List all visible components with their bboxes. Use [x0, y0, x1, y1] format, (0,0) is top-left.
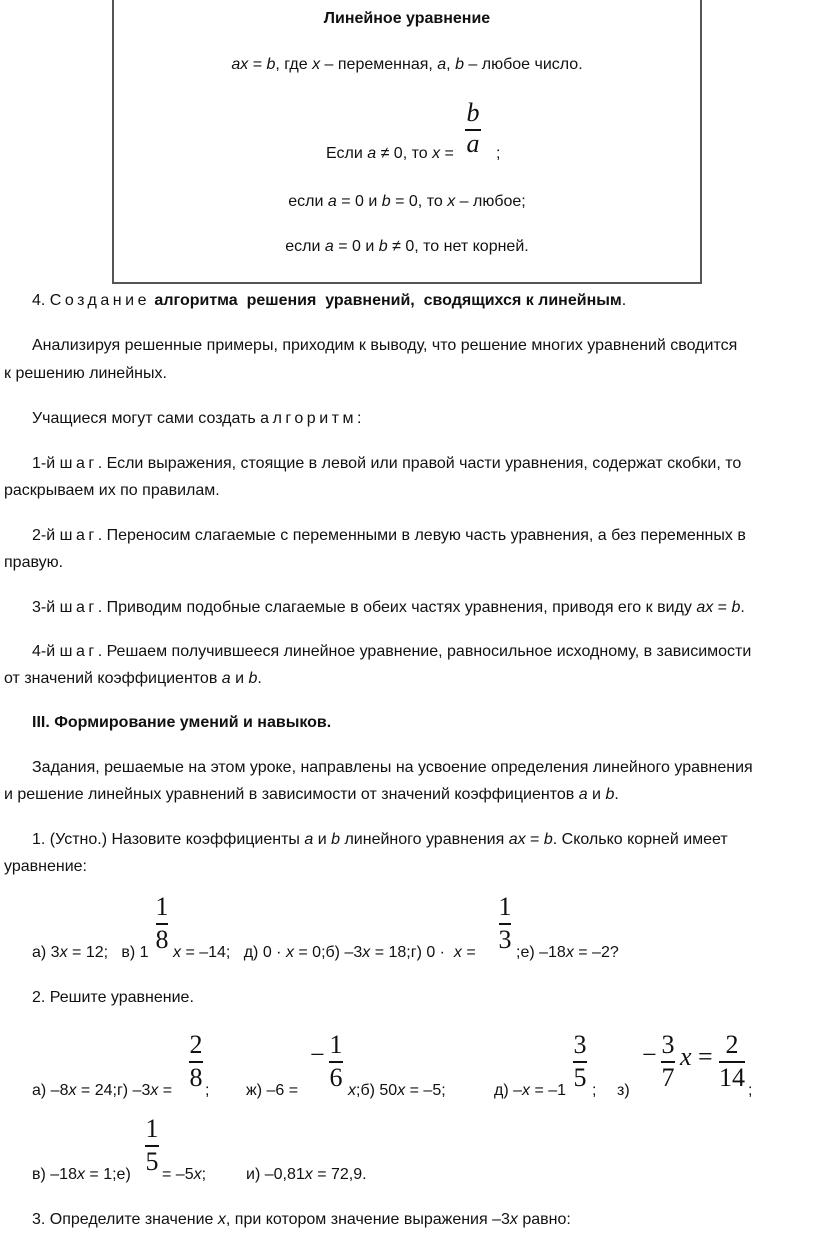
text: = [158, 1082, 173, 1099]
minus-sign: − [642, 1040, 657, 1069]
text: в) –18 [32, 1166, 77, 1183]
task-3-line [32, 1211, 571, 1229]
fraction-1-3 [496, 894, 514, 953]
text: 1. (Устно.) Назовите коэффициенты [32, 831, 305, 848]
text: = 24;г) –3 [76, 1082, 151, 1099]
text: = 72,9. [312, 1166, 367, 1183]
text: если [285, 238, 325, 255]
bold-text: алгоритма решения уравнений, сводящихся к линейным [154, 292, 622, 309]
text: . [257, 670, 262, 687]
step-1-line2: раскрываем их по правилам. [4, 482, 220, 499]
fraction-denominator: 3 [498, 924, 512, 954]
fraction-numerator: 3 [661, 1030, 675, 1059]
task-1-items-part2 [173, 944, 476, 962]
formula-var: a [437, 56, 447, 73]
spaced-text: шаг [59, 599, 98, 616]
text: , где [275, 56, 313, 73]
spaced-text: шаг [59, 643, 98, 660]
section-4-heading [32, 292, 626, 310]
formula-var: x [362, 944, 371, 961]
formula-var: x [565, 944, 574, 961]
fraction-numerator: 2 [725, 1030, 739, 1059]
text: ;б) 50 [356, 1082, 398, 1099]
fraction-numerator: b [466, 98, 480, 127]
text: линейного уравнения [340, 831, 509, 848]
text: = [248, 56, 267, 73]
formula-var: ax [231, 56, 249, 73]
spaced-text: алгоритм [260, 410, 357, 427]
fraction-denominator: 8 [155, 924, 169, 954]
text: = [461, 944, 476, 961]
formula-var: x [680, 1042, 692, 1071]
step-1-line1 [32, 455, 741, 473]
fraction-denominator: 6 [329, 1062, 343, 1092]
section-3-heading: III. Формирование умений и навыков. [32, 714, 332, 731]
fraction-numerator: 1 [498, 892, 512, 921]
formula-var: x [447, 193, 456, 210]
text: – любое; [455, 193, 526, 210]
text: = 18;г) 0 · [370, 944, 454, 961]
text: равно: [517, 1211, 571, 1228]
task-2-item-i [246, 1166, 367, 1184]
task-2-item-b [348, 1082, 446, 1100]
text: . [621, 292, 627, 309]
text: = 0, то [390, 193, 448, 210]
paragraph-tasks-line2 [4, 786, 619, 804]
formula-var: ax [696, 599, 714, 616]
formula-var: x [432, 145, 441, 162]
fraction-denominator: a [466, 128, 480, 158]
text: 3. Определите значение [32, 1211, 218, 1228]
text: ; [496, 145, 501, 162]
text: = 0 и [336, 193, 382, 210]
formula-var: b [266, 56, 276, 73]
text: ≠ 0, то [376, 145, 433, 162]
fraction-2-14 [718, 1032, 746, 1091]
text: = 12; в) 1 [67, 944, 149, 961]
task-2-item-a-g [32, 1082, 172, 1100]
formula-var: b [455, 56, 464, 73]
task-1-line1 [32, 831, 728, 849]
text: = 0 и [333, 238, 379, 255]
task-1-items-part1 [32, 944, 149, 962]
text: Если [326, 145, 368, 162]
fraction-numerator: 2 [189, 1030, 203, 1059]
text: 2-й [32, 527, 60, 544]
fraction-b-over-a [462, 100, 484, 157]
fraction-1-6 [326, 1032, 346, 1091]
text: а) –8 [32, 1082, 69, 1099]
fraction-numerator: 1 [145, 1114, 159, 1143]
paragraph-students [32, 410, 361, 428]
rule-1 [326, 145, 454, 163]
text: = [713, 599, 732, 616]
fraction-numerator: 1 [329, 1030, 343, 1059]
text: = [698, 1042, 713, 1071]
task-1-line2: уравнение: [4, 858, 87, 875]
paragraph-tasks-line1: Задания, решаемые на этом уроке, направлены на усвоение определения линейного уравнения [32, 759, 753, 776]
text: ; [201, 1166, 207, 1183]
text: ; [205, 1082, 210, 1099]
formula-var: x [193, 1166, 202, 1183]
formula-var: x [68, 1082, 77, 1099]
formula-var: x [59, 944, 68, 961]
fraction-1-5 [142, 1116, 162, 1175]
text: . Приводим подобные слагаемые в обеих частях уравнения, приводя его к виду [97, 599, 697, 616]
fraction-2-8 [186, 1032, 206, 1091]
text: 3-й [32, 599, 60, 616]
text: 4. [32, 292, 50, 309]
rule-2 [114, 193, 700, 211]
formula-var: a [221, 670, 231, 687]
formula-var: x [173, 944, 181, 961]
formula-var: x [453, 944, 462, 961]
paragraph-analysis-line2: к решению линейных. [4, 365, 167, 382]
task-2-item-v-e [32, 1166, 131, 1184]
box-title: Линейное уравнение [323, 10, 491, 27]
rule-3 [114, 238, 700, 256]
formula-var: a [578, 786, 588, 803]
text: и) –0,81 [246, 1166, 305, 1183]
fraction-denominator: 7 [661, 1062, 675, 1092]
text: 4-й [32, 643, 60, 660]
minus-sign: − [310, 1040, 325, 1069]
text: . Если выражения, стоящие в левой или правой части уравнения, содержат скобки, то [97, 455, 742, 472]
definition-line [114, 56, 700, 74]
text: : [356, 410, 362, 427]
text: = –2? [573, 944, 619, 961]
text: = 1;е) [84, 1166, 131, 1183]
fraction-denominator: 14 [719, 1062, 745, 1092]
formula-var: b [381, 193, 391, 210]
text: . Решаем получившееся линейное уравнение, равносильное исходному, в зависимости [97, 643, 752, 660]
text: . [740, 599, 745, 616]
formula-var: x [397, 1082, 406, 1099]
formula-var: x [217, 1211, 226, 1228]
step-3-line1 [32, 599, 745, 617]
formula-var: x [304, 1166, 313, 1183]
text: 1-й [32, 455, 60, 472]
formula-var: b [331, 831, 341, 848]
formula-var: b [248, 670, 258, 687]
step-2-line2: правую. [4, 554, 64, 571]
fraction-1-8 [153, 894, 171, 953]
spaced-text: шаг [59, 455, 98, 472]
text: Учащиеся могут сами создать [32, 410, 261, 427]
formula-var: b [543, 831, 553, 848]
task-2-item-e-rest [162, 1166, 206, 1184]
text: . Сколько корней имеет [552, 831, 728, 848]
fraction-3-7 [658, 1032, 678, 1091]
fraction-denominator: 8 [189, 1062, 203, 1092]
task-2-heading: 2. Решите уравнение. [32, 989, 194, 1006]
step-4-line2 [4, 670, 262, 688]
formula-var: b [731, 599, 741, 616]
task-2-item-d [494, 1082, 566, 1100]
formula-var: a [367, 145, 377, 162]
text: и [230, 670, 249, 687]
formula-var: x [522, 1082, 531, 1099]
text: = –14; д) 0 · [181, 944, 286, 961]
text: . Переносим слагаемые с переменными в левую часть уравнения, а без переменных в [97, 527, 746, 544]
text: и решение линейных уравнений в зависимости от значений коэффициентов [4, 786, 579, 803]
text: = –5; [405, 1082, 446, 1099]
paragraph-analysis-line1: Анализируя решенные примеры, приходим к выводу, что решение многих уравнений сводится [32, 337, 738, 354]
task-2-item-z: з) [617, 1082, 630, 1099]
fraction-numerator: 1 [155, 892, 169, 921]
formula-var: x [285, 944, 294, 961]
text: а) 3 [32, 944, 60, 961]
text: если [288, 193, 328, 210]
text: = 0;б) –3 [293, 944, 363, 961]
formula-var: x [312, 56, 321, 73]
step-2-line1 [32, 527, 746, 545]
text: д) – [494, 1082, 523, 1099]
spaced-text: Создание [49, 292, 150, 309]
formula-var: b [378, 238, 388, 255]
text: , [446, 56, 456, 73]
text: и [587, 786, 606, 803]
spaced-text: шаг [59, 527, 98, 544]
step-4-line1 [32, 643, 751, 661]
definition-box [112, 0, 702, 284]
task-1-items-part3 [516, 944, 619, 962]
fraction-numerator: 3 [573, 1030, 587, 1059]
text: – любое число. [463, 56, 583, 73]
formula-var: b [605, 786, 615, 803]
task-2-item-zh: ж) –6 = [246, 1082, 299, 1099]
text: – переменная, [320, 56, 438, 73]
formula-var: x [509, 1211, 518, 1228]
equation-z-mid [680, 1042, 713, 1072]
text: от значений коэффициентов [4, 670, 222, 687]
text: = –1 [530, 1082, 567, 1099]
text: и [313, 831, 332, 848]
fraction-denominator: 5 [145, 1146, 159, 1176]
formula-var: x [150, 1082, 159, 1099]
text: . [614, 786, 619, 803]
text: ≠ 0, то нет корней. [387, 238, 529, 255]
text: ; [748, 1082, 753, 1099]
text: ; [592, 1082, 597, 1099]
text: = –5 [162, 1166, 194, 1183]
fraction-3-5 [570, 1032, 590, 1091]
text: , при котором значение выражения –3 [225, 1211, 510, 1228]
formula-var: x [348, 1082, 356, 1099]
text: = [525, 831, 544, 848]
formula-var: x [76, 1166, 85, 1183]
fraction-denominator: 5 [573, 1062, 587, 1092]
formula-var: a [327, 193, 337, 210]
formula-var: a [324, 238, 334, 255]
formula-var: a [304, 831, 314, 848]
text: ;е) –18 [516, 944, 566, 961]
text: = [440, 145, 454, 162]
formula-var: ax [508, 831, 526, 848]
